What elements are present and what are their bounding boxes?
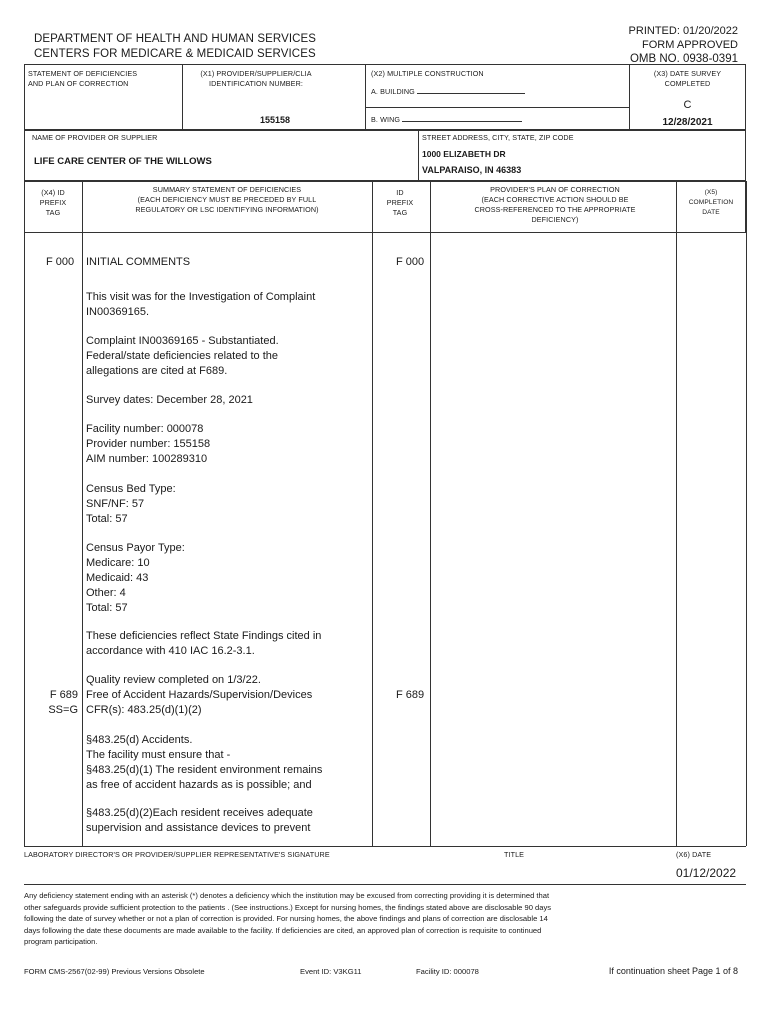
disclaimer: Any deficiency statement ending with an asterisk (*) denotes a deficiency which the institution may be excused from correcting providing it is determined that other safeguards provide sufficient protection to the patients . (See instructions.) Except for nursing homes, the findings stated above are disclosable 90 days following the date of survey whether or not a plan of correction is provided. For nursing homes, the above findings and plans of correction are disclosable 14 days following the date these documents are made available to the facility. If deficiencies are cited, an approved plan of correction is requisite to continued program participation. [24, 891, 552, 946]
paragraph-state-findings: These deficiencies reflect State Findings cited in accordance with 410 IAC 16.2-3.1. [86, 630, 322, 657]
x3-label: (X3) DATE SURVEY COMPLETED [653, 69, 722, 88]
initial-comments-title: INITIAL COMMENTS [86, 256, 191, 268]
form-status-block [629, 24, 738, 66]
provider-name-label: NAME OF PROVIDER OR SUPPLIER [32, 133, 158, 142]
provider-number: 155158 [260, 115, 291, 125]
building-field: A. BUILDING [371, 85, 525, 97]
paragraph-quality-review: Quality review completed on 1/3/22. [86, 674, 261, 686]
signature-label: LABORATORY DIRECTOR'S OR PROVIDER/SUPPLIER REPRESENTATIVE'S SIGNATURE [24, 850, 330, 859]
title-label: TITLE [504, 850, 525, 859]
agency-header [34, 32, 316, 62]
paragraph-survey-dates: Survey dates: December 28, 2021 [86, 394, 253, 406]
printed-date: PRINTED: 01/20/2022 [628, 25, 738, 37]
centers-name: CENTERS FOR MEDICARE & MEDICAID SERVICES [34, 48, 316, 60]
x1-label: (X1) PROVIDER/SUPPLIER/CLIA IDENTIFICATION NUMBER: [200, 69, 312, 88]
x2-label: (X2) MULTIPLE CONSTRUCTION [371, 69, 484, 78]
page-indicator: If continuation sheet Page 1 of 8 [608, 966, 738, 976]
paragraph-accidents: §483.25(d) Accidents. The facility must ensure that - §483.25(d)(1) The resident environment remains as free of accident hazards as is possible; and [86, 734, 323, 791]
signature-date: 01/12/2022 [676, 866, 737, 880]
form-number: FORM CMS-2567(02-99) Previous Versions Obsolete [24, 967, 205, 976]
event-id: Event ID: V3KG11 [300, 967, 362, 976]
wing-field: B. WING [371, 113, 522, 125]
id-prefix-tag-1: F 000 [396, 256, 425, 268]
id-prefix-header: ID PREFIX TAG [386, 188, 414, 217]
completion-header: (X5) COMPLETION DATE [688, 189, 734, 216]
plan-header: PROVIDER'S PLAN OF CORRECTION (EACH CORRECTIVE ACTION SHOULD BE CROSS-REFERENCED TO THE APPROPRIATE DEFICIENCY) [474, 185, 636, 224]
form-approved: FORM APPROVED [642, 39, 738, 51]
prefix-tag-1: F 000 [46, 256, 75, 268]
statement-label: STATEMENT OF DEFICIENCIES AND PLAN OF CORRECTION [28, 69, 138, 88]
paragraph-supervision: §483.25(d)(2)Each resident receives adequate supervision and assistance devices to prevent [86, 807, 313, 834]
paragraph-facility-numbers: Facility number: 000078 Provider number: 155158 AIM number: 100289310 [86, 423, 211, 465]
address-label: STREET ADDRESS, CITY, STATE, ZIP CODE [422, 133, 574, 142]
scope-severity: SS=G [48, 704, 78, 716]
paragraph-investigation: This visit was for the Investigation of Complaint IN00369165. [86, 291, 316, 318]
x4-header: (X4) ID PREFIX TAG [39, 188, 67, 217]
omb-number: OMB NO. 0938-0391 [629, 53, 738, 65]
prefix-tag-2: F 689 SS=G [46, 688, 78, 718]
department-name: DEPARTMENT OF HEALTH AND HUMAN SERVICES [34, 33, 317, 45]
facility-id: Facility ID: 000078 [416, 967, 479, 976]
paragraph-census-bed: Census Bed Type: SNF/NF: 57 Total: 57 [86, 483, 176, 525]
paragraph-complaint: Complaint IN00369165 - Substantiated. Federal/state deficiencies related to the allegations are cited at F689. [86, 335, 279, 377]
x6-date-label: (X6) DATE [676, 850, 712, 859]
survey-completed-date: 12/28/2021 [662, 117, 713, 128]
city-state-zip: VALPARAISO, IN 46383 [422, 165, 522, 175]
id-prefix-tag-2: F 689 [396, 689, 425, 701]
summary-header: SUMMARY STATEMENT OF DEFICIENCIES (EACH DEFICIENCY MUST BE PRECEDED BY FULL REGULATORY OR LSC IDENTIFYING INFORMATION) [135, 185, 319, 214]
survey-type-letter: C [683, 99, 692, 111]
deficiency-title: Free of Accident Hazards/Supervision/Devices CFR(s): 483.25(d)(1)(2) [86, 689, 313, 716]
provider-name: LIFE CARE CENTER OF THE WILLOWS [34, 156, 212, 167]
paragraph-census-payor: Census Payor Type: Medicare: 10 Medicaid: 43 Other: 4 Total: 57 [86, 542, 185, 614]
street-address: 1000 ELIZABETH DR [422, 149, 506, 159]
